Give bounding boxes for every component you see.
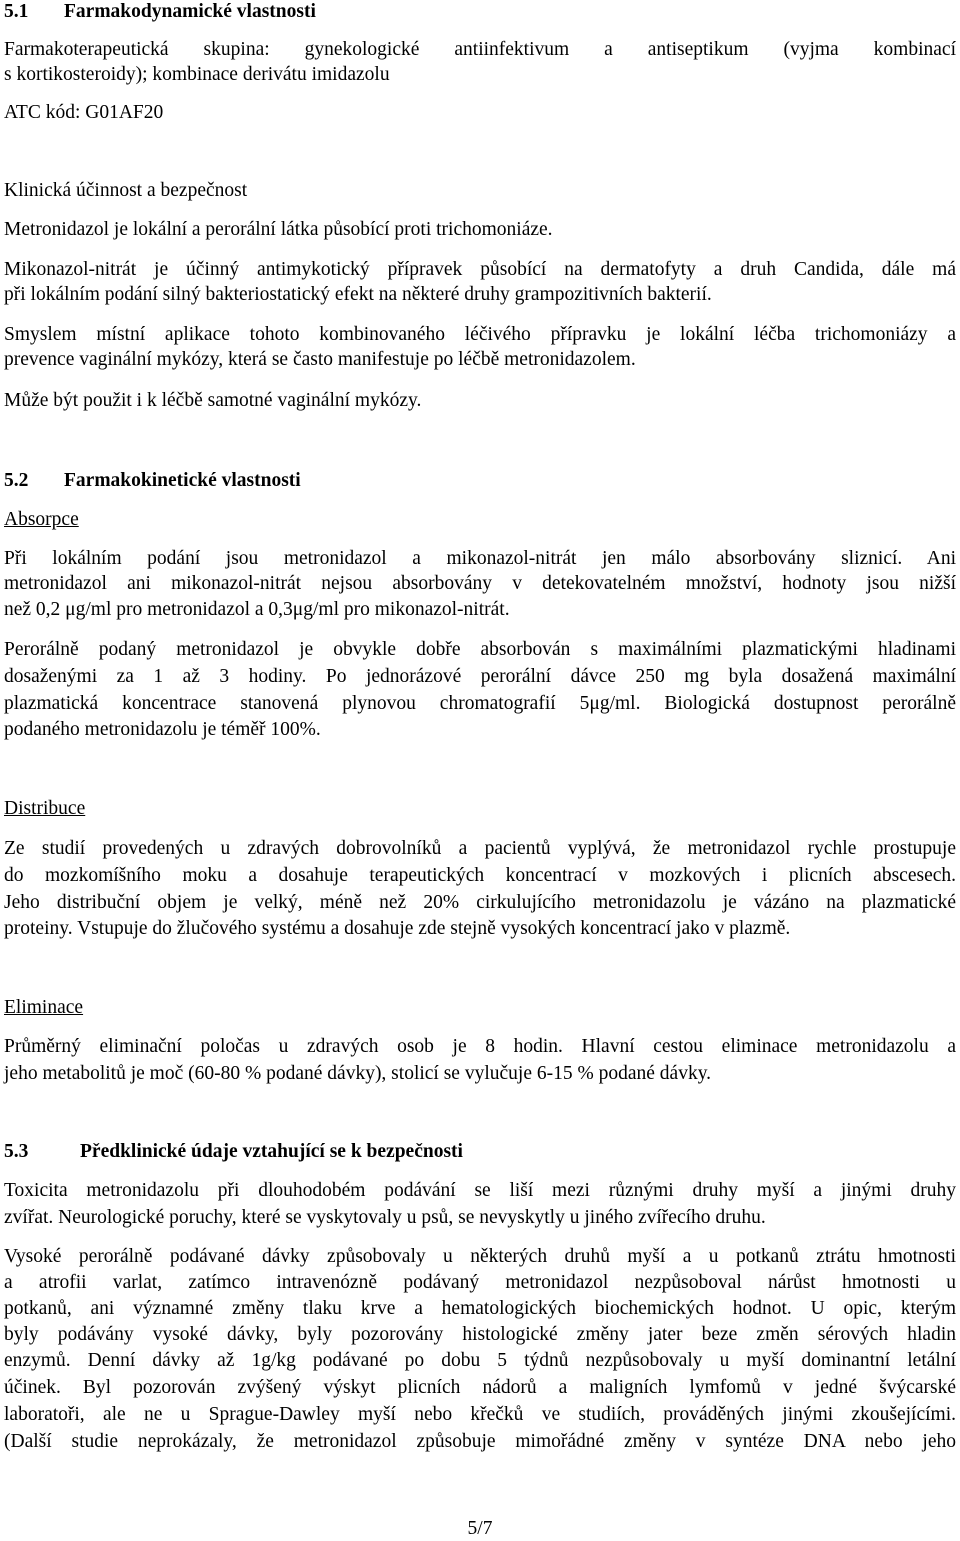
elimination-heading: Eliminace [4, 997, 84, 1018]
therapeutic-group-line-1: Farmakoterapeutická skupina: gynekologické antiinfektivum a antiseptikum (vyjma kombinací [4, 39, 956, 60]
preclinical-paragraph-2-line-1: Vysoké perorálně podávané dávky způsobovaly u některých druhů myší a u potkanů ztrátu hmotnosti [4, 1246, 956, 1267]
section-number: 5.3 [4, 1141, 29, 1162]
distribution-paragraph-line-2: do mozkomíšního moku a dosahuje terapeutických koncentrací v mozkových i plicních abscesech. [4, 865, 956, 886]
section-5-2-heading [4, 469, 301, 493]
section-5-3-heading [4, 1140, 463, 1164]
absorption-paragraph-2-line-4: podaného metronidazolu je téměř 100%. [4, 719, 321, 740]
efficacy-paragraph-2-line-2: při lokálním podání silný bakteriostatický efekt na některé druhy grampozitivních bakterií. [4, 284, 712, 305]
distribution-heading: Distribuce [4, 798, 86, 819]
efficacy-paragraph-1: Metronidazol je lokální a perorální látka působící proti trichomoniáze. [4, 219, 553, 240]
efficacy-paragraph-2-line-1: Mikonazol-nitrát je účinný antimykotický přípravek působící na dermatofyty a druh Candida, dále má [4, 259, 956, 280]
section-title: Farmakokinetické vlastnosti [64, 470, 301, 491]
preclinical-paragraph-2-line-7: laboratoři, ale ne u Sprague-Dawley myší nebo křečků ve studiích, prováděných jinými zkoušejícími. [4, 1404, 956, 1425]
preclinical-paragraph-2-line-8: (Další studie neprokázaly, že metronidazol způsobuje mimořádné změny v syntéze DNA nebo jeho [4, 1431, 956, 1452]
efficacy-paragraph-3-line-2: prevence vaginální mykózy, která se často manifestuje po léčbě metronidazolem. [4, 349, 636, 370]
absorption-paragraph-1-line-1: Při lokálním podání jsou metronidazol a mikonazol-nitrát jen málo absorbovány sliznicí. Ani [4, 548, 956, 569]
preclinical-paragraph-1-line-2: zvířat. Neurologické poruchy, které se vyskytovaly u psů, se nevyskytly u jiného zvířecího druhu. [4, 1207, 766, 1228]
absorption-paragraph-2-line-3: plazmatická koncentrace stanovená plynovou chromatografií 5μg/ml. Biologická dostupnost perorálně [4, 693, 956, 714]
preclinical-paragraph-2-line-6: účinek. Byl pozorován zvýšený výskyt plicních nádorů a maligních lymfomů v jedné švýcarské [4, 1377, 956, 1398]
distribution-paragraph-line-4: proteiny. Vstupuje do žlučového systému a dosahuje zde stejně vysokých koncentrací jako v plazmě. [4, 918, 791, 939]
therapeutic-group-line-2: s kortikosteroidy); kombinace derivátu imidazolu [4, 64, 390, 85]
efficacy-paragraph-3-line-1: Smyslem místní aplikace tohoto kombinovaného léčivého přípravku je lokální léčba trichomoniázy a [4, 324, 956, 345]
efficacy-heading: Klinická účinnost a bezpečnost [4, 180, 248, 201]
section-title: Předklinické údaje vztahující se k bezpečnosti [80, 1141, 463, 1162]
preclinical-paragraph-2-line-2: a atrofii varlat, zatímco intravenózně podávaný metronidazol nezpůsoboval nárůst hmotnosti u [4, 1272, 956, 1293]
distribution-paragraph-line-3: Jeho distribuční objem je velký, méně než 20% cirkulujícího metronidazolu je vázáno na plazmatické [4, 892, 956, 913]
section-title: Farmakodynamické vlastnosti [64, 1, 316, 22]
preclinical-paragraph-2-line-4: byly podávány vysoké dávky, byly pozorovány histologické změny jater beze změn sérových hladin [4, 1324, 956, 1345]
efficacy-paragraph-4: Může být použit i k léčbě samotné vaginální mykózy. [4, 390, 422, 411]
preclinical-paragraph-2-line-3: potkanů, ani významné změny tlaku krve a hematologických biochemických hodnot. U opic, kterým [4, 1298, 956, 1319]
absorption-paragraph-2-line-1: Perorálně podaný metronidazol je obvykle dobře absorbován s maximálními plazmatickými hladinami [4, 639, 956, 660]
absorption-paragraph-1-line-3: než 0,2 μg/ml pro metronidazol a 0,3μg/ml pro mikonazol-nitrát. [4, 599, 510, 620]
page-number: 5/7 [467, 1518, 493, 1539]
absorption-paragraph-2-line-2: dosaženými za 1 až 3 hodiny. Po jednorázové perorální dávce 250 mg byla dosažená maximální [4, 666, 956, 687]
preclinical-paragraph-2-line-5: enzymů. Denní dávky až 1g/kg podávané po dobu 5 týdnů nezpůsobovaly u myší dominantní letální [4, 1350, 956, 1371]
section-number: 5.1 [4, 1, 29, 22]
absorption-paragraph-1-line-2: metronidazol ani mikonazol-nitrát nejsou absorbovány v detekovatelném množství, hodnoty jsou nižší [4, 573, 956, 594]
section-number: 5.2 [4, 470, 29, 491]
section-5-1-heading [4, 0, 316, 24]
absorption-heading: Absorpce [4, 509, 79, 530]
elimination-paragraph-line-2: jeho metabolitů je moč (60-80 % podané dávky), stolicí se vylučuje 6-15 % podané dávky. [4, 1063, 712, 1084]
distribution-paragraph-line-1: Ze studií provedených u zdravých dobrovolníků a pacientů vyplývá, že metronidazol rychle prostupuje [4, 838, 956, 859]
elimination-paragraph-line-1: Průměrný eliminační poločas u zdravých osob je 8 hodin. Hlavní cestou eliminace metronidazolu a [4, 1036, 956, 1057]
preclinical-paragraph-1-line-1: Toxicita metronidazolu při dlouhodobém podávání se liší mezi různými druhy myší a jinými druhy [4, 1180, 956, 1201]
atc-code: ATC kód: G01AF20 [4, 102, 164, 123]
